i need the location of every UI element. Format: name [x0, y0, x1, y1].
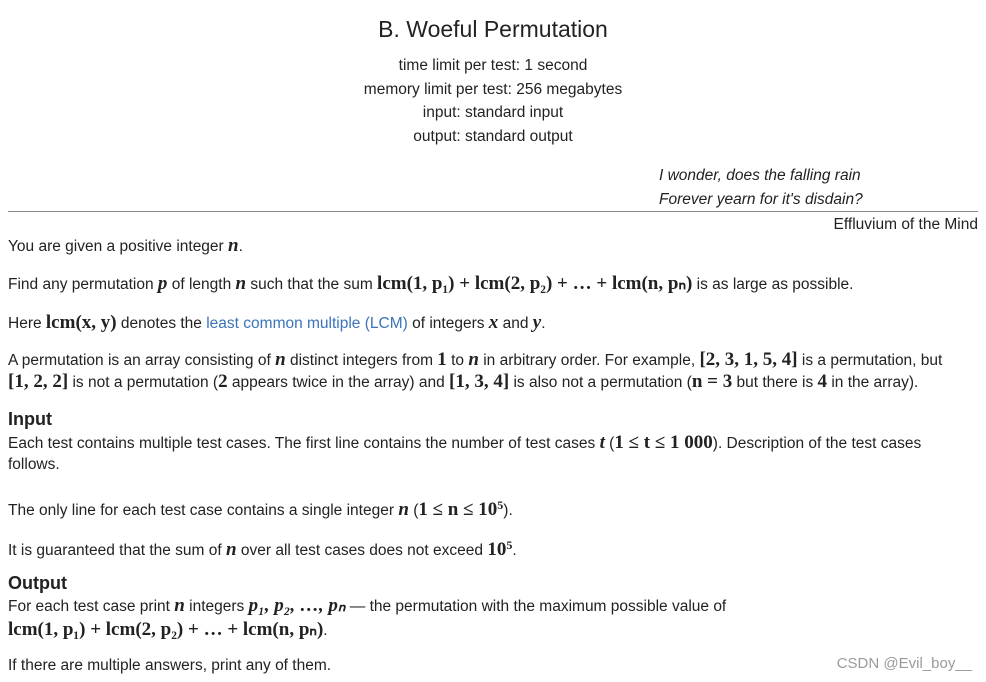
- legend-paragraph-4-line-1: [8, 349, 968, 372]
- math-two: 2: [218, 371, 228, 392]
- text: (: [408, 502, 419, 520]
- input-line-4: [8, 534, 968, 562]
- text: of integers: [407, 315, 489, 332]
- math-y: y: [532, 312, 542, 333]
- math-n: n: [275, 349, 286, 370]
- math-lcm-xy: lcm(x, y): [45, 312, 117, 333]
- output-spec: output: standard output: [413, 128, 573, 145]
- problem-title: B. Woeful Permutation: [378, 16, 608, 42]
- lcm-link[interactable]: least common multiple (LCM): [206, 315, 408, 332]
- text: to: [446, 352, 469, 369]
- output-line-1: [8, 595, 968, 618]
- text: Here: [8, 315, 46, 332]
- math-array-bad-2: [1, 3, 4]: [449, 371, 510, 392]
- text: .: [323, 622, 328, 639]
- output-heading: Output: [8, 573, 67, 593]
- epigraph-source: Effluvium of the Mind: [833, 216, 978, 233]
- text: is not a permutation (: [68, 374, 219, 391]
- text: and: [498, 315, 533, 332]
- math-n: n: [235, 273, 247, 294]
- epigraph-line-2: Forever yearn for it's disdain?: [659, 191, 863, 208]
- text: You are given a positive integer: [8, 238, 229, 255]
- input-line-3: [8, 494, 968, 522]
- memory-limit: memory limit per test: 256 megabytes: [363, 81, 623, 98]
- legend-paragraph-4-line-2: [8, 371, 968, 394]
- text: It is guaranteed that the sum of: [8, 542, 226, 560]
- text: ).: [503, 502, 513, 520]
- text: — the permutation with the maximum possible value of: [345, 598, 727, 615]
- text: such that the sum: [246, 276, 378, 293]
- math-x: x: [488, 312, 499, 333]
- text: A permutation is an array consisting of: [8, 352, 276, 369]
- math-array-example: [2, 3, 1, 5, 4]: [699, 349, 798, 370]
- output-line-2: [8, 619, 968, 642]
- csdn-watermark: CSDN @Evil_boy__: [836, 655, 972, 672]
- text: .: [512, 542, 517, 560]
- text: over all test cases does not exceed: [236, 542, 488, 560]
- epigraph-line-1: I wonder, does the falling rain: [659, 167, 861, 184]
- math-p-sequence: p₁, p₂, …, pₙ: [248, 595, 346, 616]
- math-lcm-sum: lcm(1, p₁) + lcm(2, p₂) + … + lcm(n, pₙ): [377, 273, 693, 294]
- math-t: t: [599, 432, 605, 453]
- text: denotes the: [116, 315, 207, 332]
- text: ). Description of the test cases: [712, 435, 922, 452]
- text: is as large as possible.: [692, 276, 854, 293]
- legend-paragraph-1: [8, 235, 968, 258]
- math-n: n: [228, 235, 239, 256]
- text: in arbitrary order. For example,: [478, 352, 700, 369]
- text: appears twice in the array) and: [227, 374, 449, 391]
- text: in the array).: [827, 374, 919, 391]
- input-line-2: follows.: [8, 456, 60, 473]
- math-exponent: 5: [506, 538, 513, 552]
- math-n: n: [174, 595, 185, 616]
- text: but there is: [732, 374, 818, 391]
- text: Find any permutation: [8, 276, 158, 293]
- text: .: [541, 315, 546, 332]
- math-array-bad-1: [1, 2, 2]: [8, 371, 69, 392]
- legend-paragraph-2: [8, 273, 968, 296]
- math-lcm-sum: lcm(1, p₁) + lcm(2, p₂) + … + lcm(n, pₙ): [8, 619, 324, 640]
- text: (: [604, 435, 615, 452]
- text: Each test contains multiple test cases. The first line contains the number of test cases: [8, 435, 600, 452]
- math-four: 4: [817, 371, 828, 392]
- math-base: 10: [487, 539, 507, 561]
- math-exponent: 5: [497, 498, 504, 512]
- text: of length: [167, 276, 236, 293]
- math-n: n: [468, 349, 479, 370]
- text: integers: [184, 598, 249, 615]
- input-spec: input: standard input: [422, 104, 564, 121]
- math-n: n: [226, 539, 237, 561]
- legend-paragraph-3: [8, 312, 968, 335]
- epigraph-divider: [8, 211, 978, 212]
- output-line-3: If there are multiple answers, print any of them.: [8, 657, 332, 674]
- math-p: p: [157, 273, 168, 294]
- math-n-eq-3: n = 3: [691, 371, 733, 392]
- input-line-1: [8, 432, 968, 455]
- math-n: n: [398, 499, 409, 521]
- text: The only line for each test case contains a single integer: [8, 502, 399, 520]
- text: .: [238, 238, 243, 255]
- time-limit: time limit per test: 1 second: [398, 57, 588, 74]
- text: is a permutation, but: [797, 352, 943, 369]
- text: distinct integers from: [285, 352, 438, 369]
- text: For each test case print: [8, 598, 175, 615]
- math-n-range: 1 ≤ n ≤ 10: [418, 499, 498, 521]
- input-heading: Input: [8, 409, 52, 429]
- math-t-range: 1 ≤ t ≤ 1 000: [614, 432, 713, 453]
- math-one: 1: [437, 349, 447, 370]
- text: is also not a permutation (: [509, 374, 692, 391]
